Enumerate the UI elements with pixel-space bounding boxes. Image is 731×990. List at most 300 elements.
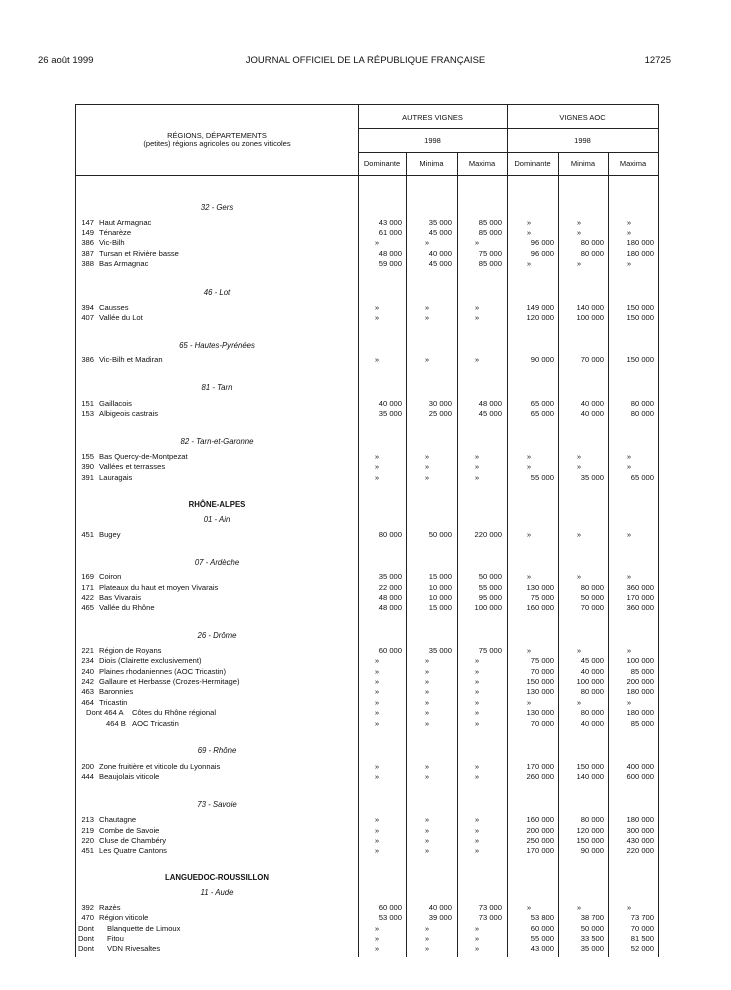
value-cell: 80 000 [630, 409, 654, 418]
department-heading: 46 - Lot [203, 288, 231, 297]
value-cell: 10 000 [428, 593, 452, 602]
table-row [76, 687, 658, 697]
table-row [76, 452, 658, 462]
table-row [76, 603, 658, 613]
value-cell: 100 000 [474, 603, 502, 612]
zone-code: 464 B [106, 719, 126, 728]
zone-code: 153 [81, 409, 94, 418]
value-cell: 200 000 [526, 826, 554, 835]
value-cell: » [424, 462, 430, 471]
zone-name-label: Chautagne [99, 815, 137, 824]
value-cell: 45 000 [428, 228, 452, 237]
value-cell: 65 000 [630, 473, 654, 482]
zone-name [99, 473, 351, 483]
value-cell: » [424, 656, 430, 665]
value-cell: » [424, 846, 430, 855]
table-row [76, 646, 658, 656]
value-cell: 40 000 [580, 399, 604, 408]
value-cell: » [374, 677, 380, 686]
value-cell: » [374, 698, 380, 707]
value-cell: 61 000 [378, 228, 402, 237]
table-row [76, 218, 658, 228]
zone-name-label: AOC Tricastin [132, 719, 179, 728]
table-row [76, 772, 658, 782]
value-cell: 140 000 [576, 772, 604, 781]
value-cell: 600 000 [626, 772, 654, 781]
subheader-dominante: Dominante [363, 159, 401, 168]
value-cell: » [626, 572, 632, 581]
value-cell: 220 000 [626, 846, 654, 855]
zone-code: Dont [77, 934, 94, 943]
zone-name [132, 719, 351, 729]
table-row [76, 656, 658, 666]
zone-code: Dont [77, 924, 94, 933]
value-cell: 10 000 [428, 583, 452, 592]
department-heading: 11 - Aude [200, 888, 234, 897]
table-row [76, 719, 658, 729]
value-cell: » [474, 924, 480, 933]
table-row [76, 762, 658, 772]
table-row [76, 462, 658, 472]
zone-name [99, 603, 351, 613]
table-row [76, 355, 658, 365]
value-cell: 90 000 [530, 355, 554, 364]
value-cell: » [626, 698, 632, 707]
value-cell: 35 000 [580, 944, 604, 953]
department-heading: 81 - Tarn [201, 383, 233, 392]
value-cell: 15 000 [428, 572, 452, 581]
value-cell: 120 000 [526, 313, 554, 322]
zone-name-label: Blanquette de Limoux [107, 924, 181, 933]
zone-name-label: Plateaux du haut et moyen Vivarais [99, 583, 219, 592]
value-cell: » [474, 846, 480, 855]
group-header-vignes-aoc: VIGNES AOC [559, 113, 606, 122]
zone-name [99, 677, 351, 687]
zone-name-label: Cluse de Chambéry [99, 836, 167, 845]
value-cell: » [424, 303, 430, 312]
value-cell: » [374, 313, 380, 322]
table-row [76, 530, 658, 540]
value-cell: » [374, 762, 380, 771]
value-cell: 80 000 [630, 399, 654, 408]
value-cell: 59 000 [378, 259, 402, 268]
zone-code: 470 [81, 913, 94, 922]
value-cell: » [374, 687, 380, 696]
value-cell: 45 000 [428, 259, 452, 268]
table-row [76, 583, 658, 593]
value-cell: » [474, 944, 480, 953]
value-cell: » [526, 259, 532, 268]
department-heading: 26 - Drôme [197, 631, 237, 640]
value-cell: 85 000 [630, 719, 654, 728]
value-cell: 70 000 [530, 719, 554, 728]
zone-name-label: VDN Rivesaltes [107, 944, 161, 953]
value-cell: 75 000 [478, 646, 502, 655]
value-cell: » [576, 228, 582, 237]
value-cell: » [424, 836, 430, 845]
value-cell: 50 000 [580, 593, 604, 602]
value-cell: 33 500 [580, 934, 604, 943]
zone-name [99, 228, 351, 238]
value-cell: » [474, 656, 480, 665]
zone-name-label: Combe de Savoie [99, 826, 160, 835]
value-cell: » [474, 708, 480, 717]
value-cell: 45 000 [580, 656, 604, 665]
table-row [76, 698, 658, 708]
zone-name-label: Bas Armagnac [99, 259, 149, 268]
value-cell: 70 000 [580, 355, 604, 364]
zone-code: 392 [81, 903, 94, 912]
value-cell: » [424, 238, 430, 247]
zone-name [99, 667, 351, 677]
value-cell: » [576, 462, 582, 471]
value-cell: 48 000 [378, 249, 402, 258]
subheader-minima: Minima [419, 159, 444, 168]
value-cell: 40 000 [580, 409, 604, 418]
zone-code: 155 [81, 452, 94, 461]
value-cell: 60 000 [530, 924, 554, 933]
value-cell: » [424, 667, 430, 676]
value-cell: » [474, 452, 480, 461]
table-row [76, 944, 658, 954]
zone-code: 219 [81, 826, 94, 835]
zone-code: Dont [77, 944, 94, 953]
department-heading: 69 - Rhône [197, 746, 237, 755]
value-cell: » [576, 218, 582, 227]
value-cell: » [374, 303, 380, 312]
value-cell: 200 000 [626, 677, 654, 686]
zone-name-label: Causses [99, 303, 129, 312]
zone-name [99, 583, 351, 593]
value-cell: » [374, 667, 380, 676]
value-cell: » [474, 826, 480, 835]
year-header-autres: 1998 [424, 136, 441, 145]
value-cell: 81 500 [630, 934, 654, 943]
department-heading: 73 - Savoie [197, 800, 237, 809]
value-cell: 73 000 [478, 913, 502, 922]
table-row [76, 826, 658, 836]
zone-code: 394 [81, 303, 94, 312]
value-cell: 70 000 [630, 924, 654, 933]
value-cell: 150 000 [576, 762, 604, 771]
value-cell: » [474, 667, 480, 676]
zone-code: 422 [81, 593, 94, 602]
zone-name-label: Fitou [107, 934, 124, 943]
value-cell: 52 000 [630, 944, 654, 953]
value-cell: 150 000 [626, 313, 654, 322]
value-cell: » [424, 719, 430, 728]
value-cell: » [576, 903, 582, 912]
zone-name [99, 698, 351, 708]
value-cell: 160 000 [526, 603, 554, 612]
zone-code: 465 [81, 603, 94, 612]
value-cell: 53 000 [378, 913, 402, 922]
value-cell: » [374, 772, 380, 781]
zone-name [99, 903, 351, 913]
zone-code: 407 [81, 313, 94, 322]
value-cell: 73 000 [478, 903, 502, 912]
value-cell: 130 000 [526, 687, 554, 696]
zone-code: 451 [81, 530, 94, 539]
zone-code: 464 [81, 698, 94, 707]
table-row [76, 934, 658, 944]
value-cell: » [526, 452, 532, 461]
value-cell: 15 000 [428, 603, 452, 612]
value-cell: » [424, 452, 430, 461]
value-cell: » [424, 473, 430, 482]
value-cell: » [374, 238, 380, 247]
value-cell: » [474, 238, 480, 247]
zone-name [99, 238, 351, 248]
value-cell: 55 000 [530, 473, 554, 482]
zone-name-label: Vic-Bilh [99, 238, 125, 247]
value-cell: » [474, 934, 480, 943]
value-cell: 40 000 [378, 399, 402, 408]
zone-code: 451 [81, 846, 94, 855]
zone-name [99, 249, 351, 259]
value-cell: 35 000 [378, 409, 402, 418]
zone-name-label: Ténarèze [99, 228, 132, 237]
zone-name [99, 572, 351, 582]
value-cell: 250 000 [526, 836, 554, 845]
value-cell: » [526, 228, 532, 237]
value-cell: » [424, 924, 430, 933]
value-cell: » [526, 903, 532, 912]
zone-name [99, 303, 351, 313]
value-cell: » [474, 687, 480, 696]
value-cell: » [374, 355, 380, 364]
value-cell: 35 000 [428, 218, 452, 227]
zone-name [99, 530, 351, 540]
zone-code: 240 [81, 667, 94, 676]
zone-name [107, 924, 351, 934]
value-cell: 180 000 [626, 687, 654, 696]
value-cell: 80 000 [378, 530, 402, 539]
zone-name [99, 687, 351, 697]
table-row [76, 836, 658, 846]
appraisal-table [75, 104, 659, 957]
zone-name [99, 409, 351, 419]
value-cell: 85 000 [478, 259, 502, 268]
table-row [76, 708, 658, 718]
value-cell: 75 000 [478, 249, 502, 258]
value-cell: » [424, 313, 430, 322]
value-cell: » [424, 708, 430, 717]
value-cell: 100 000 [626, 656, 654, 665]
value-cell: » [474, 815, 480, 824]
zone-name-label: Vallées et terrasses [99, 462, 166, 471]
value-cell: » [374, 826, 380, 835]
value-cell: 430 000 [626, 836, 654, 845]
value-cell: 160 000 [526, 815, 554, 824]
value-cell: 130 000 [526, 583, 554, 592]
value-cell: 70 000 [580, 603, 604, 612]
value-cell: » [424, 762, 430, 771]
value-cell: 150 000 [526, 677, 554, 686]
value-cell: 53 800 [530, 913, 554, 922]
department-heading: 32 - Gers [200, 203, 234, 212]
zone-name [99, 762, 351, 772]
value-cell: » [576, 698, 582, 707]
value-cell: » [424, 677, 430, 686]
value-cell: 75 000 [530, 656, 554, 665]
zone-name-label: Baronnies [99, 687, 134, 696]
table-row [76, 399, 658, 409]
zone-name-label: Région viticole [99, 913, 149, 922]
value-cell: 400 000 [626, 762, 654, 771]
zone-name-label: Haut Armagnac [99, 218, 152, 227]
zone-name [99, 462, 351, 472]
value-cell: » [374, 656, 380, 665]
value-cell: » [626, 259, 632, 268]
zone-name-label: Tursan et Rivière basse [99, 249, 179, 258]
zone-code: 390 [81, 462, 94, 471]
zone-name-label: Zone fruitière et viticole du Lyonnais [99, 762, 221, 771]
zone-name [132, 708, 351, 718]
value-cell: » [576, 572, 582, 581]
value-cell: 48 000 [478, 399, 502, 408]
value-cell: » [474, 836, 480, 845]
table-row [76, 846, 658, 856]
value-cell: 180 000 [626, 249, 654, 258]
value-cell: » [526, 698, 532, 707]
value-cell: » [374, 815, 380, 824]
value-cell: » [626, 218, 632, 227]
zone-name [99, 593, 351, 603]
value-cell: » [374, 719, 380, 728]
table-row [76, 259, 658, 269]
value-cell: 80 000 [580, 815, 604, 824]
value-cell: » [424, 944, 430, 953]
value-cell: 40 000 [428, 903, 452, 912]
value-cell: » [576, 452, 582, 461]
zone-code: 220 [81, 836, 94, 845]
zone-code: 444 [81, 772, 94, 781]
table-row [76, 409, 658, 419]
value-cell: 80 000 [580, 238, 604, 247]
zone-name-label: Razès [99, 903, 121, 912]
value-cell: 55 000 [478, 583, 502, 592]
group-header-autres-vignes: AUTRES VIGNES [402, 113, 463, 122]
value-cell: » [626, 228, 632, 237]
zone-name-label: Bas Vivarais [99, 593, 142, 602]
value-cell: » [526, 218, 532, 227]
value-cell: 48 000 [378, 603, 402, 612]
zone-name [99, 815, 351, 825]
value-cell: 100 000 [576, 677, 604, 686]
value-cell: » [474, 762, 480, 771]
value-cell: 170 000 [626, 593, 654, 602]
value-cell: 43 000 [378, 218, 402, 227]
value-cell: » [576, 646, 582, 655]
value-cell: 40 000 [428, 249, 452, 258]
value-cell: 35 000 [580, 473, 604, 482]
value-cell: » [626, 530, 632, 539]
zone-code: 149 [81, 228, 94, 237]
zone-name [99, 399, 351, 409]
value-cell: 35 000 [378, 572, 402, 581]
zone-code: Dont 464 A [86, 708, 124, 717]
zone-name-label: Gaillacois [99, 399, 132, 408]
value-cell: » [576, 259, 582, 268]
zone-code: 147 [81, 218, 94, 227]
value-cell: 40 000 [580, 667, 604, 676]
zone-name-label: Diois (Clairette exclusivement) [99, 656, 202, 665]
value-cell: 130 000 [526, 708, 554, 717]
zone-name-label: Beaujolais viticole [99, 772, 160, 781]
value-cell: » [474, 719, 480, 728]
value-cell: 149 000 [526, 303, 554, 312]
value-cell: » [424, 355, 430, 364]
zone-code: 234 [81, 656, 94, 665]
value-cell: 170 000 [526, 762, 554, 771]
zone-name [99, 846, 351, 856]
value-cell: 150 000 [626, 355, 654, 364]
department-heading: 65 - Hautes-Pyrénées [179, 341, 255, 350]
value-cell: » [526, 646, 532, 655]
value-cell: 50 000 [428, 530, 452, 539]
table-row [76, 903, 658, 913]
zone-code: 242 [81, 677, 94, 686]
value-cell: » [424, 772, 430, 781]
value-cell: 80 000 [580, 583, 604, 592]
value-cell: 75 000 [530, 593, 554, 602]
value-cell: 180 000 [626, 238, 654, 247]
value-cell: » [474, 462, 480, 471]
value-cell: » [626, 903, 632, 912]
value-cell: » [474, 473, 480, 482]
zone-name [99, 913, 351, 923]
value-cell: 30 000 [428, 399, 452, 408]
value-cell: 40 000 [580, 719, 604, 728]
region-heading: LANGUEDOC-ROUSSILLON [165, 873, 269, 882]
value-cell: » [374, 924, 380, 933]
value-cell: » [424, 815, 430, 824]
value-cell: » [474, 772, 480, 781]
year-header-aoc: 1998 [574, 136, 591, 145]
value-cell: » [424, 687, 430, 696]
value-cell: » [424, 934, 430, 943]
value-cell: 120 000 [576, 826, 604, 835]
value-cell: » [626, 646, 632, 655]
zone-code: 386 [81, 355, 94, 364]
table-row [76, 572, 658, 582]
zone-code: 391 [81, 473, 94, 482]
zone-name [99, 826, 351, 836]
value-cell: 96 000 [530, 238, 554, 247]
value-cell: 70 000 [530, 667, 554, 676]
zone-code: 200 [81, 762, 94, 771]
value-cell: 65 000 [530, 399, 554, 408]
value-cell: 35 000 [428, 646, 452, 655]
value-cell: 25 000 [428, 409, 452, 418]
value-cell: 39 000 [428, 913, 452, 922]
value-cell: » [474, 355, 480, 364]
value-cell: 22 000 [378, 583, 402, 592]
table-row [76, 303, 658, 313]
value-cell: 45 000 [478, 409, 502, 418]
value-cell: » [374, 944, 380, 953]
zone-name [107, 934, 351, 944]
value-cell: » [474, 677, 480, 686]
value-cell: 60 000 [378, 903, 402, 912]
zone-name [99, 355, 351, 365]
value-cell: 96 000 [530, 249, 554, 258]
zone-code: 151 [81, 399, 94, 408]
department-heading: 07 - Ardèche [194, 558, 240, 567]
zone-name-label: Vallée du Lot [99, 313, 143, 322]
value-cell: 80 000 [580, 708, 604, 717]
